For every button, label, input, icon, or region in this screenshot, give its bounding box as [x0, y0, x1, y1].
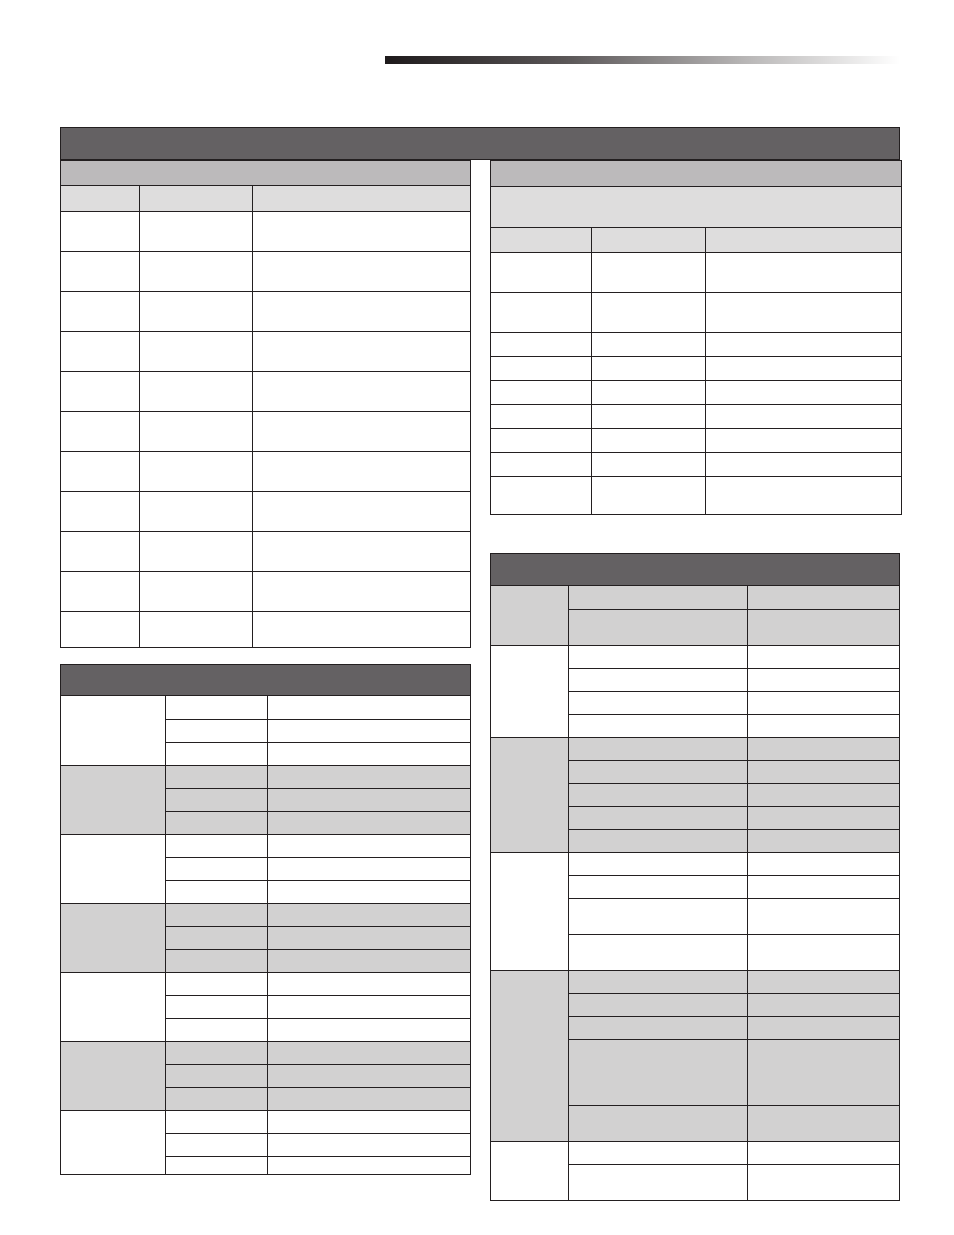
- table-cell: [252, 251, 470, 291]
- table-cell: [267, 1041, 470, 1064]
- table-cell: [61, 531, 139, 571]
- table-cell: [61, 211, 139, 251]
- table-row: [61, 1110, 470, 1133]
- table-row: [61, 211, 470, 251]
- group-label: [491, 970, 568, 1141]
- table-cell: [252, 331, 470, 371]
- table-cell: [591, 356, 705, 380]
- table-row: [61, 371, 470, 411]
- table-cell: [61, 571, 139, 611]
- table-cell: [747, 829, 899, 852]
- table-cell: [568, 829, 747, 852]
- table-cell: [252, 371, 470, 411]
- table-row: [61, 331, 470, 371]
- table-cell: [267, 834, 470, 857]
- group-label: [61, 696, 165, 765]
- table-row: [491, 737, 899, 760]
- table-cell: [139, 571, 252, 611]
- table-cell: [139, 371, 252, 411]
- table-cell: [747, 714, 899, 737]
- right-bottom-section: [490, 553, 900, 1201]
- table-cell: [252, 611, 470, 648]
- table-row: [491, 852, 899, 875]
- group-label: [61, 903, 165, 972]
- table-cell: [165, 719, 267, 742]
- table-cell: [747, 1039, 899, 1105]
- table-cell: [705, 292, 901, 332]
- table-cell: [61, 371, 139, 411]
- table-row: [61, 696, 470, 719]
- table-cell: [747, 1164, 899, 1200]
- right-top-section-title: [491, 161, 901, 187]
- table-cell: [61, 451, 139, 491]
- table-cell: [61, 251, 139, 291]
- table-cell: [267, 1110, 470, 1133]
- table-cell: [591, 428, 705, 452]
- table-row: [491, 356, 901, 380]
- table-row: [61, 611, 470, 648]
- table-cell: [705, 428, 901, 452]
- table-cell: [267, 1018, 470, 1041]
- column-header: [139, 186, 252, 211]
- group-label: [491, 852, 568, 970]
- table-cell: [165, 742, 267, 765]
- right-bottom-table: [491, 586, 899, 1201]
- table-cell: [747, 783, 899, 806]
- table-cell: [491, 332, 591, 356]
- table-cell: [568, 691, 747, 714]
- table-header-row: [61, 186, 470, 211]
- table-cell: [267, 1156, 470, 1175]
- table-cell: [267, 811, 470, 834]
- left-bottom-table: [61, 696, 470, 1175]
- table-cell: [705, 476, 901, 515]
- table-cell: [568, 875, 747, 898]
- table-cell: [705, 332, 901, 356]
- table-cell: [267, 1133, 470, 1156]
- table-cell: [705, 252, 901, 292]
- table-cell: [165, 1133, 267, 1156]
- table-cell: [705, 404, 901, 428]
- group-label: [491, 645, 568, 737]
- table-cell: [139, 411, 252, 451]
- header-gradient-rule: [385, 56, 900, 64]
- table-cell: [568, 898, 747, 934]
- table-row: [61, 531, 470, 571]
- table-cell: [139, 331, 252, 371]
- group-label: [491, 586, 568, 645]
- table-cell: [139, 251, 252, 291]
- table-cell: [165, 857, 267, 880]
- table-cell: [165, 811, 267, 834]
- table-cell: [252, 291, 470, 331]
- table-cell: [747, 970, 899, 993]
- table-cell: [568, 645, 747, 668]
- table-cell: [267, 742, 470, 765]
- table-row: [61, 903, 470, 926]
- table-cell: [568, 1105, 747, 1141]
- table-cell: [267, 719, 470, 742]
- table-row: [491, 292, 901, 332]
- table-cell: [165, 949, 267, 972]
- table-cell: [267, 926, 470, 949]
- table-cell: [568, 737, 747, 760]
- table-cell: [591, 452, 705, 476]
- table-cell: [568, 1164, 747, 1200]
- group-label: [61, 1110, 165, 1175]
- table-cell: [591, 476, 705, 515]
- table-cell: [568, 970, 747, 993]
- table-header-row: [491, 228, 901, 252]
- table-row: [61, 1041, 470, 1064]
- table-cell: [568, 1016, 747, 1039]
- table-cell: [747, 668, 899, 691]
- group-label: [61, 834, 165, 903]
- table-cell: [568, 586, 747, 609]
- table-cell: [491, 452, 591, 476]
- table-cell: [165, 765, 267, 788]
- table-cell: [252, 211, 470, 251]
- table-cell: [568, 783, 747, 806]
- table-cell: [267, 972, 470, 995]
- table-row: [61, 411, 470, 451]
- table-cell: [139, 291, 252, 331]
- table-cell: [139, 531, 252, 571]
- table-cell: [165, 1018, 267, 1041]
- table-cell: [747, 1141, 899, 1164]
- left-top-section: [60, 160, 471, 648]
- table-cell: [747, 934, 899, 970]
- table-cell: [267, 995, 470, 1018]
- column-header: [491, 228, 591, 252]
- column-header: [61, 186, 139, 211]
- table-cell: [267, 903, 470, 926]
- table-cell: [267, 857, 470, 880]
- table-row: [491, 380, 901, 404]
- table-cell: [252, 531, 470, 571]
- group-label: [491, 1141, 568, 1200]
- table-row: [61, 491, 470, 531]
- table-cell: [747, 993, 899, 1016]
- table-cell: [165, 880, 267, 903]
- left-top-table: [61, 186, 470, 648]
- table-cell: [747, 898, 899, 934]
- table-row: [61, 571, 470, 611]
- table-cell: [491, 356, 591, 380]
- page-banner: [60, 127, 900, 160]
- table-cell: [61, 411, 139, 451]
- table-cell: [747, 875, 899, 898]
- table-cell: [165, 926, 267, 949]
- table-cell: [252, 571, 470, 611]
- table-cell: [139, 491, 252, 531]
- table-cell: [747, 645, 899, 668]
- table-row: [61, 291, 470, 331]
- table-cell: [165, 1087, 267, 1110]
- table-row: [61, 251, 470, 291]
- table-cell: [252, 451, 470, 491]
- table-cell: [139, 211, 252, 251]
- column-header: [252, 186, 470, 211]
- table-row: [61, 451, 470, 491]
- table-cell: [747, 737, 899, 760]
- table-cell: [568, 806, 747, 829]
- table-cell: [267, 765, 470, 788]
- table-row: [61, 765, 470, 788]
- table-cell: [591, 292, 705, 332]
- group-label: [61, 1041, 165, 1110]
- table-cell: [139, 611, 252, 648]
- table-cell: [491, 380, 591, 404]
- table-cell: [568, 668, 747, 691]
- left-bottom-section: [60, 664, 471, 1175]
- group-label: [61, 972, 165, 1041]
- table-cell: [165, 1041, 267, 1064]
- table-cell: [491, 292, 591, 332]
- table-cell: [491, 428, 591, 452]
- left-bottom-section-title: [61, 665, 470, 696]
- table-cell: [267, 880, 470, 903]
- table-cell: [165, 903, 267, 926]
- table-cell: [568, 993, 747, 1016]
- table-cell: [165, 696, 267, 719]
- table-cell: [591, 380, 705, 404]
- table-cell: [705, 380, 901, 404]
- table-cell: [568, 760, 747, 783]
- table-cell: [61, 611, 139, 648]
- table-cell: [139, 451, 252, 491]
- table-cell: [568, 852, 747, 875]
- table-cell: [165, 1064, 267, 1087]
- table-row: [491, 332, 901, 356]
- table-cell: [747, 760, 899, 783]
- table-cell: [267, 1087, 470, 1110]
- table-cell: [252, 491, 470, 531]
- table-cell: [747, 1016, 899, 1039]
- table-cell: [165, 788, 267, 811]
- table-cell: [165, 1156, 267, 1175]
- table-cell: [705, 452, 901, 476]
- table-cell: [61, 331, 139, 371]
- group-label: [61, 765, 165, 834]
- right-top-subtitle: [491, 187, 901, 228]
- table-row: [61, 972, 470, 995]
- table-cell: [747, 852, 899, 875]
- table-cell: [61, 291, 139, 331]
- left-top-section-title: [61, 161, 470, 186]
- table-row: [491, 970, 899, 993]
- table-cell: [267, 788, 470, 811]
- table-cell: [165, 972, 267, 995]
- column-header: [591, 228, 705, 252]
- table-cell: [61, 491, 139, 531]
- table-cell: [568, 609, 747, 645]
- table-row: [491, 428, 901, 452]
- table-cell: [491, 404, 591, 428]
- table-cell: [747, 806, 899, 829]
- table-cell: [591, 332, 705, 356]
- table-cell: [568, 1141, 747, 1164]
- table-row: [491, 476, 901, 515]
- table-cell: [705, 356, 901, 380]
- table-cell: [165, 995, 267, 1018]
- table-cell: [591, 404, 705, 428]
- table-row: [491, 252, 901, 292]
- table-cell: [568, 714, 747, 737]
- table-cell: [747, 586, 899, 609]
- table-cell: [267, 949, 470, 972]
- right-top-section: [490, 160, 902, 515]
- table-cell: [165, 1110, 267, 1133]
- table-cell: [491, 252, 591, 292]
- table-row: [491, 645, 899, 668]
- table-cell: [568, 934, 747, 970]
- right-bottom-section-title: [491, 554, 899, 586]
- table-cell: [568, 1039, 747, 1105]
- table-cell: [491, 476, 591, 515]
- table-row: [491, 452, 901, 476]
- group-label: [491, 737, 568, 852]
- table-row: [491, 404, 901, 428]
- table-cell: [252, 411, 470, 451]
- table-row: [61, 834, 470, 857]
- table-cell: [267, 696, 470, 719]
- table-cell: [747, 1105, 899, 1141]
- table-cell: [267, 1064, 470, 1087]
- table-row: [491, 1141, 899, 1164]
- table-cell: [591, 252, 705, 292]
- table-row: [491, 586, 899, 609]
- right-top-table: [491, 228, 901, 515]
- table-cell: [747, 691, 899, 714]
- column-header: [705, 228, 901, 252]
- table-cell: [747, 609, 899, 645]
- table-cell: [165, 834, 267, 857]
